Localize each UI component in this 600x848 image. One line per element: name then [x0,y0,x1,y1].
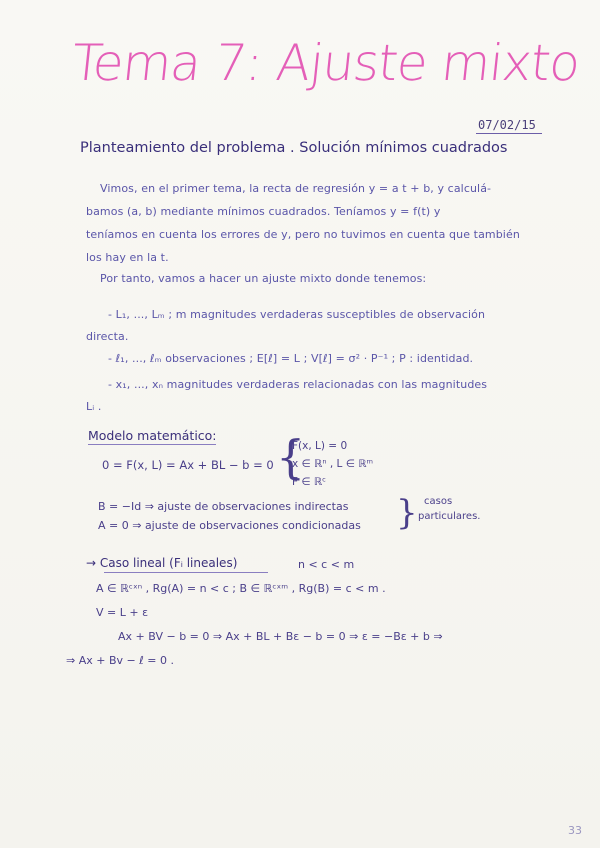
model-heading: Modelo matemático: [88,428,217,443]
intro-line-1: Vimos, en el primer tema, la recta de regresión y = a t + b, y calculá- [100,182,492,195]
special-cases-brace: } [396,493,418,533]
linear-line-2: V = L + ε [96,606,149,619]
linear-line-1: A ∈ ℝᶜˣⁿ , Rg(A) = n < c ; B ∈ ℝᶜˣᵐ , Rg(B) = c < m . [96,582,386,595]
page-title: Tema 7: Ajuste mixto [68,34,583,92]
special-cases-label-1: casos [424,496,453,507]
special-case-2: A = 0 ⇒ ajuste de observaciones condicionadas [98,519,361,532]
model-heading-underline [88,444,216,445]
special-case-1: B = −Id ⇒ ajuste de observaciones indirectas [98,500,349,513]
model-brace: { [276,430,306,484]
linear-case-condition: n < c < m [298,558,355,571]
linear-case-heading: → Caso lineal (Fᵢ lineales) [86,556,238,570]
linear-heading-underline [104,572,268,573]
model-equation: 0 = F(x, L) = Ax + BL − b = 0 [102,458,274,472]
model-condition-1: F(x, L) = 0 [292,440,348,452]
date-label: 07/02/15 [478,118,536,132]
bullet-3-line-1: - x₁, ..., xₙ magnitudes verdaderas relacionadas con las magnitudes [108,378,488,391]
bullet-3-line-2: Lᵢ . [86,400,102,413]
linear-line-3: Ax + BV − b = 0 ⇒ Ax + BL + Bε − b = 0 ⇒ ε = −Bε + b ⇒ [118,630,443,643]
bullet-1-line-1: - L₁, ..., Lₘ ; m magnitudes verdaderas susceptibles de observación [108,308,486,321]
intro-line-4: los hay en la t. [86,251,169,264]
intro-line-3: teníamos en cuenta los errores de y, pero no tuvimos en cuenta que también [86,228,520,241]
bullet-2-line-1: - ℓ₁, ..., ℓₘ observaciones ; E[ℓ] = L ; V[ℓ] = σ² · P⁻¹ ; P : identidad. [108,352,474,365]
intro-para-2: Por tanto, vamos a hacer un ajuste mixto donde tenemos: [100,272,427,285]
model-condition-3: F ∈ ℝᶜ [292,476,327,488]
date-underline [476,133,542,134]
section-subtitle: Planteamiento del problema . Solución mínimos cuadrados [80,140,508,156]
page-number: 33 [568,824,582,837]
linear-line-4: ⇒ Ax + Bv − ℓ = 0 . [66,654,174,667]
intro-line-2: bamos (a, b) mediante mínimos cuadrados. Teníamos y = f(t) y [86,205,441,218]
bullet-1-line-2: directa. [86,330,129,343]
model-condition-2: x ∈ ℝⁿ , L ∈ ℝᵐ [292,458,374,470]
special-cases-label-2: particulares. [418,511,481,522]
